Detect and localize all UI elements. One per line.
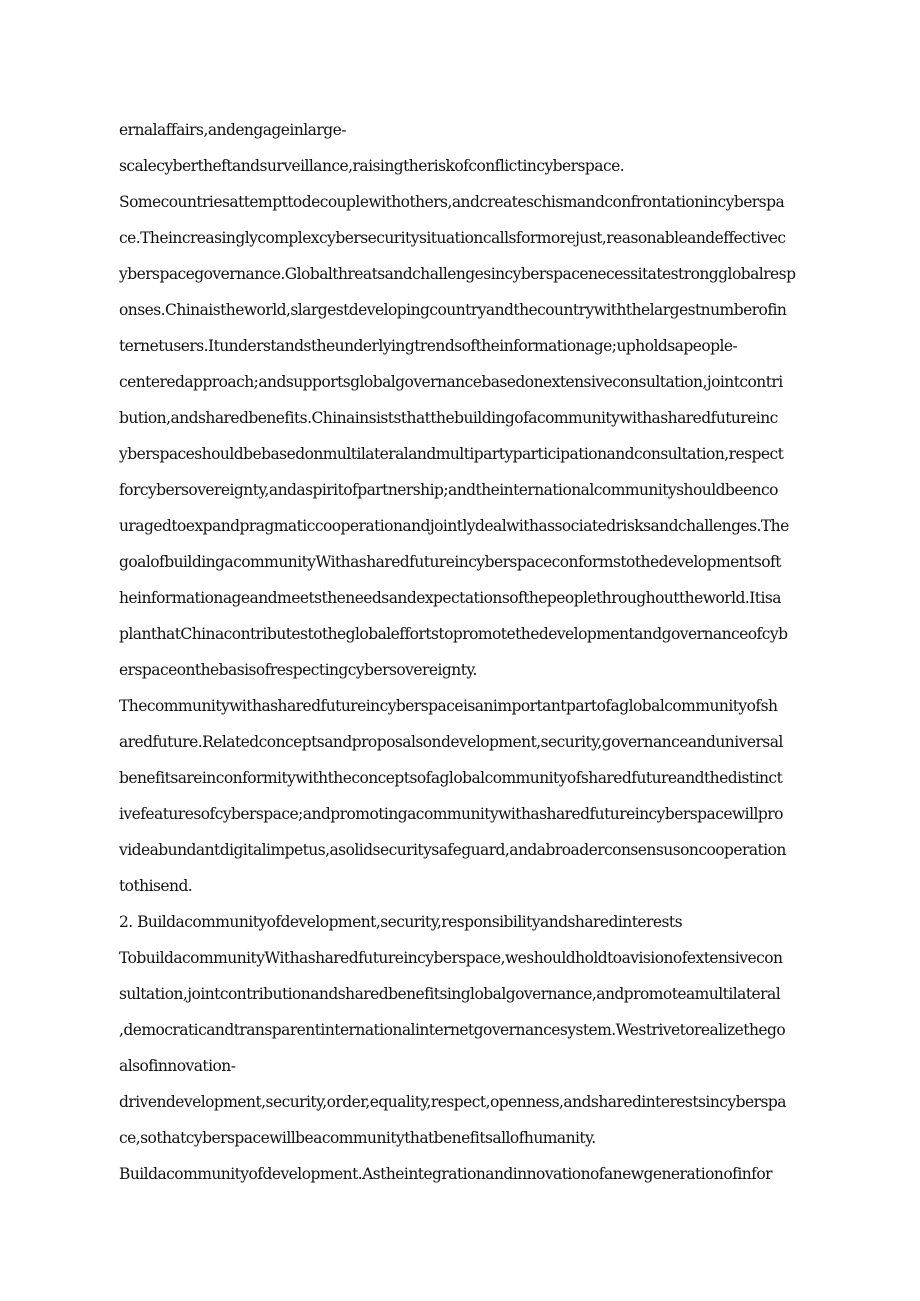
text-line: benefitsareinconformitywiththeconceptsofaglobalcommunityofsharedfutureandthedistinct — [119, 769, 783, 787]
text-line: centeredapproach;andsupportsglobalgovernancebasedonextensiveconsultation,jointcontri — [119, 373, 783, 391]
text-line: Buildacommunityofdevelopment.Astheintegrationandinnovationofanewgenerationofinfor — [119, 1165, 772, 1183]
text-line: heinformationageandmeetstheneedsandexpectationsofthepeoplethroughouttheworld.Itisa — [119, 589, 781, 607]
text-line: uragedtoexpandpragmaticcooperationandjointlydealwithassociatedrisksandchallenges.The — [119, 517, 789, 535]
text-line: erspaceonthebasisofrespectingcybersovereignty. — [119, 661, 477, 679]
text-line: tothisend. — [119, 877, 193, 895]
section-heading: 2. Buildacommunityofdevelopment,security,responsibilityandsharedinterests — [119, 913, 683, 931]
text-line: alsofinnovation- — [119, 1057, 236, 1075]
text-line: scalecybertheftandsurveillance,raisingtheriskofconflictincyberspace. — [119, 157, 625, 175]
text-line: TobuildacommunityWithasharedfutureincyberspace,weshouldholdtoavisionofextensivecon — [119, 949, 783, 967]
text-line: Somecountriesattempttodecouplewithothers,andcreateschismandconfrontationincyberspa — [119, 193, 785, 211]
text-line: sultation,jointcontributionandsharedbenefitsinglobalgovernance,andpromoteamultilateral — [119, 985, 781, 1003]
text-line: ternetusers.Itunderstandstheunderlyingtrendsoftheinformationage;upholdsapeople- — [119, 337, 738, 355]
text-line: bution,andsharedbenefits.Chinainsiststhatthebuildingofacommunitywithasharedfutureinc — [119, 409, 778, 427]
text-line: ce,sothatcyberspacewillbeacommunitythatbenefitsallofhumanity. — [119, 1129, 596, 1147]
text-line: ivefeaturesofcyberspace;andpromotingacommunitywithasharedfutureincyberspacewillpro — [119, 805, 783, 823]
text-line: ce.Theincreasinglycomplexcybersecuritysituationcallsformorejust,reasonableandeffectivec — [119, 229, 786, 247]
text-line: aredfuture.Relatedconceptsandproposalsondevelopment,security,governanceanduniversal — [119, 733, 783, 751]
text-line: planthatChinacontributestotheglobaleffortstopromotethedevelopmentandgovernanceofcyb — [119, 625, 788, 643]
text-line: forcybersovereignty,andaspiritofpartnership;andtheinternationalcommunityshouldbeenco — [119, 481, 778, 499]
text-line: onses.Chinaistheworld,slargestdevelopingcountryandthecountrywiththelargestnumberofin — [119, 301, 787, 319]
text-line: goalofbuildingacommunityWithasharedfutureincyberspaceconformstothedevelopmentsoft — [119, 553, 781, 571]
text-line: videabundantdigitalimpetus,asolidsecuritysafeguard,andabroaderconsensusoncooperation — [119, 841, 786, 859]
text-line: yberspaceshouldbebasedonmultilateralandmultipartyparticipationandconsultation,respect — [119, 445, 784, 463]
text-line: yberspacegovernance.Globalthreatsandchallengesincyberspacenecessitatestrongglobalresp — [119, 265, 796, 283]
text-line: ,democraticandtransparentinternationalinternetgovernancesystem.Westrivetorealizethego — [119, 1021, 786, 1039]
body-text — [119, 117, 809, 1197]
text-line: ernalaffairs,andengageinlarge- — [119, 121, 346, 139]
text-line: Thecommunitywithasharedfutureincyberspaceisanimportantpartofaglobalcommunityofsh — [119, 697, 778, 715]
text-line: drivendevelopment,security,order,equality,respect,openness,andsharedinterestsincyberspa — [119, 1093, 786, 1111]
